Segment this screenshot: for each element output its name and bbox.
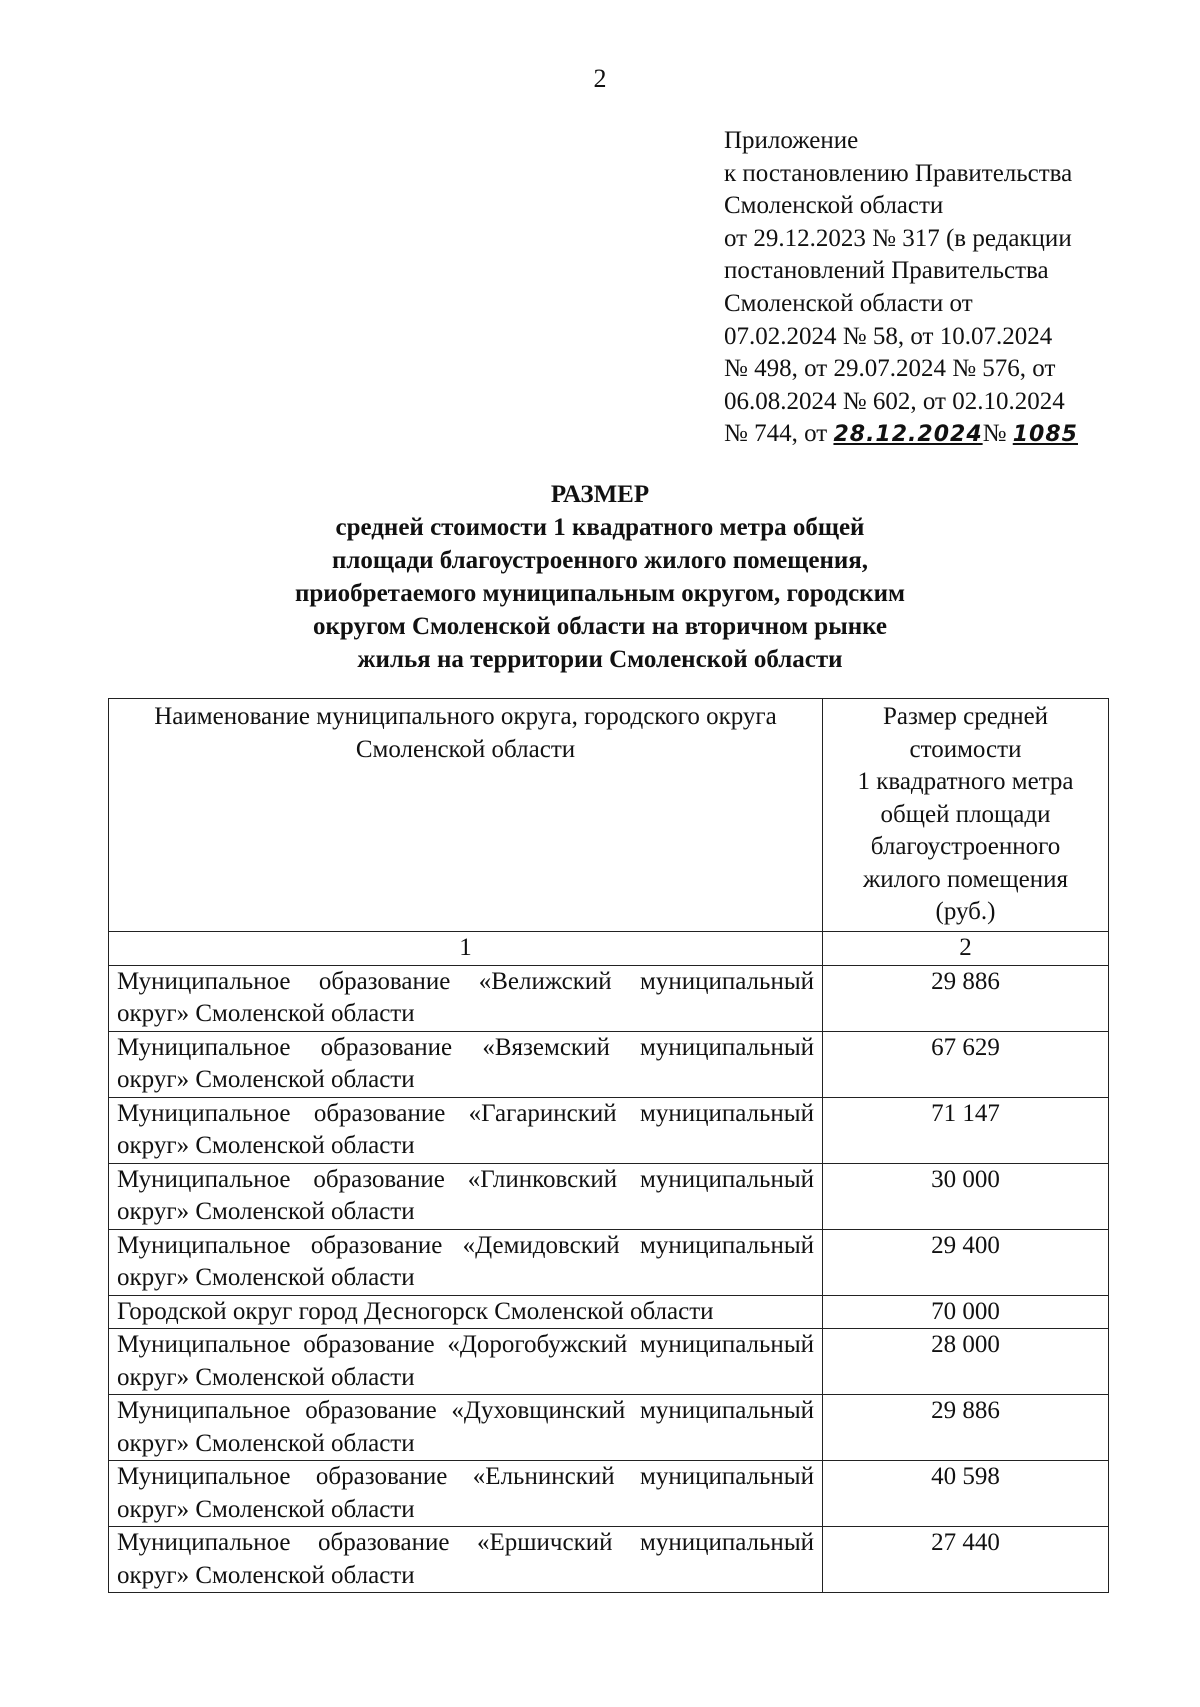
header-cost-line: 1 квадратного метра	[857, 768, 1074, 795]
title-line: округом Смоленской области на вторичном рынке	[312, 613, 888, 640]
cost-value: 29 886	[823, 965, 1109, 1031]
handwritten-number: 1085	[1012, 422, 1078, 448]
table-header-row	[109, 699, 1109, 932]
column-number: 1	[109, 932, 823, 966]
header-municipality: Наименование муниципального округа, городского округа Смоленской области	[109, 699, 823, 932]
header-cost-line: общей площади	[880, 800, 1051, 828]
appendix-line: 06.08.2024 № 602, от 02.10.2024	[724, 387, 1065, 415]
cost-value: 30 000	[823, 1163, 1109, 1229]
title-line: приобретаемого муниципальным округом, городским	[294, 580, 906, 607]
title-line: площади благоустроенного жилого помещения,	[331, 547, 869, 574]
cost-value: 70 000	[823, 1295, 1109, 1329]
header-cost-line: жилого помещения	[863, 865, 1068, 893]
municipality-name: Городской округ город Десногорск Смоленской области	[109, 1295, 823, 1329]
appendix-line: 07.02.2024 № 58, от 10.07.2024	[724, 322, 1053, 350]
municipality-name: Муниципальное образование «Дорогобужский муниципальный округ» Смоленской области	[109, 1329, 823, 1395]
table-row	[109, 1031, 1109, 1097]
appendix-last-prefix: № 744, от	[724, 420, 828, 448]
cost-value: 28 000	[823, 1329, 1109, 1395]
title-heading: РАЗМЕР	[550, 481, 650, 508]
cost-value: 29 886	[823, 1395, 1109, 1461]
number-sign: №	[982, 420, 1007, 448]
column-number: 2	[823, 932, 1109, 966]
table-row	[109, 1097, 1109, 1163]
document-title	[0, 478, 1200, 676]
handwritten-date: 28.12.2024	[833, 422, 983, 448]
table-row	[109, 1395, 1109, 1461]
appendix-line: к постановлению Правительства	[724, 159, 1073, 187]
appendix-line: № 498, от 29.07.2024 № 576, от	[724, 355, 1056, 383]
appendix-block	[724, 125, 1164, 452]
title-line: средней стоимости 1 квадратного метра общей	[335, 514, 865, 541]
cost-value: 71 147	[823, 1097, 1109, 1163]
cost-value: 27 440	[823, 1527, 1109, 1593]
appendix-last-line	[724, 418, 1164, 452]
municipality-name: Муниципальное образование «Ершичский муниципальный округ» Смоленской области	[109, 1527, 823, 1593]
table-row	[109, 1163, 1109, 1229]
municipality-name: Муниципальное образование «Духовщинский муниципальный округ» Смоленской области	[109, 1395, 823, 1461]
header-cost-line: стоимости	[909, 735, 1022, 763]
column-number-row	[109, 932, 1109, 966]
table-row	[109, 965, 1109, 1031]
header-cost	[823, 699, 1109, 932]
municipality-name: Муниципальное образование «Ельнинский муниципальный округ» Смоленской области	[109, 1461, 823, 1527]
municipality-name: Муниципальное образование «Велижский муниципальный округ» Смоленской области	[109, 965, 823, 1031]
appendix-line: от 29.12.2023 № 317 (в редакции	[724, 224, 1072, 252]
appendix-line: Смоленской области от	[724, 289, 973, 317]
appendix-line: Приложение	[724, 127, 859, 154]
header-cost-line: (руб.)	[935, 898, 996, 925]
table-row	[109, 1461, 1109, 1527]
appendix-line: Смоленской области	[724, 192, 944, 220]
appendix-line: постановлений Правительства	[724, 257, 1049, 285]
title-line: жилья на территории Смоленской области	[357, 646, 843, 673]
table-row	[109, 1329, 1109, 1395]
cost-table	[108, 698, 1109, 1593]
header-cost-line: благоустроенного	[870, 833, 1061, 860]
cost-value: 67 629	[823, 1031, 1109, 1097]
municipality-name: Муниципальное образование «Гагаринский муниципальный округ» Смоленской области	[109, 1097, 823, 1163]
municipality-name: Муниципальное образование «Демидовский муниципальный округ» Смоленской области	[109, 1229, 823, 1295]
page-number: 2	[593, 64, 607, 93]
table-row	[109, 1527, 1109, 1593]
table-row	[109, 1295, 1109, 1329]
cost-value: 29 400	[823, 1229, 1109, 1295]
header-cost-line: Размер средней	[882, 703, 1049, 730]
table-row	[109, 1229, 1109, 1295]
cost-value: 40 598	[823, 1461, 1109, 1527]
municipality-name: Муниципальное образование «Вяземский муниципальный округ» Смоленской области	[109, 1031, 823, 1097]
municipality-name: Муниципальное образование «Глинковский муниципальный округ» Смоленской области	[109, 1163, 823, 1229]
